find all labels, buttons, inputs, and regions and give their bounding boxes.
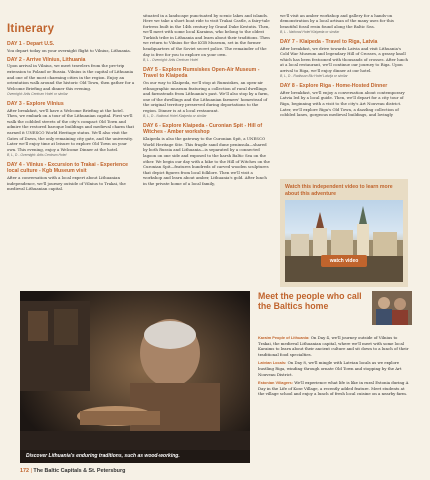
people-illustration	[372, 291, 412, 325]
city-skyline-illustration	[285, 200, 403, 282]
meet-item-name: Karaim People of Lithuania:	[258, 335, 310, 340]
itinerary-column-3	[280, 12, 408, 118]
video-thumbnail[interactable]	[285, 200, 403, 282]
meet-item-name: Latvian Locals:	[258, 360, 287, 366]
woodworker-photo	[20, 291, 250, 463]
meet-item-text: We'll experience what life is like in rural Estonia during A Day in the Life of Kose Village, a recently added feature. Meet students at the village school and enjoy a lunch of fresh local cuisine on a nearby farm.	[258, 380, 409, 397]
day-heading: DAY 5 - Explore Rumsiskes Open-Air Museum - Travel to Klaipeda	[143, 66, 260, 80]
video-promo-box	[280, 179, 408, 287]
day-text: we'll visit an amber workshop and gallery for a hands-on demonstration by a local artisan of the many uses for this beautiful fossil resin found along the Baltic Sea.	[280, 12, 394, 29]
day-note: B, L, D - Overnight: Artis Centrum Hotel	[7, 153, 67, 158]
meet-item-text: On Day 4, we'll journey outside of Vilnius to Trakai, the medieval Lithuanian capital, where we'll meet with some local Karaims to learn about their ancient culture and sit down to a lunch of their traditional food specialties.	[258, 335, 409, 357]
day-note: B, L, D - Radisson Blu Hotel Latvija or similar	[280, 74, 348, 79]
day-heading: DAY 8 - Explore Riga - Home-Hosted Dinner	[280, 82, 388, 89]
meet-body	[258, 335, 410, 400]
meet-the-people-section	[254, 291, 412, 463]
itinerary-column-1	[7, 38, 135, 192]
day-heading: DAY 6 - Explore Klaipeda - Curonian Spit - Hill of Witches - Amber workshop	[143, 122, 263, 136]
day-note: B, L - National Hotel Klaipeda or similar	[280, 30, 340, 35]
page-number: 172	[20, 468, 29, 474]
itinerary-column-2	[143, 12, 271, 187]
day-text: situated in a landscape punctuated by scenic lakes and islands. Here we take a short boat ride to visit Trakai Castle, a fairy-tale fortress built in the 14th century by Grand Duke Kestutis. Then, we'll meet with some local Karaims, who belong to the oldest Turkish tribe in Lithuania and learn about their traditions. Then we return to Vilnius for the KGB Museum, set in the former headquarters of the Soviet secret police. The remainder of the day is free for you to explore on your own.	[143, 12, 270, 57]
meet-item-text: On Day 8, we'll mingle with Latvian locals as we explore bustling Riga, winding through ornate Old Town and stopping by the Art Nouveau District.	[258, 360, 402, 377]
day-text: Klaipeda is also the gateway to the Curonian Spit, a UNESCO World Heritage Site. This fragile sand dune peninsula—shared by both Russia and Lithuania—is separated by a connected lagoon on one side and exposed to the harsh Baltic Sea on the other. We begin our day with a hike to the Hill of Witches on the Curonian Spit—features hundreds of carved wooden sculptures that depict figures from local folklore. Then we'll visit a workshop and learn about amber, Lithuania's gold. After lunch in the private home of a local family,	[143, 136, 270, 186]
day-heading: DAY 1 - Depart U.S.	[7, 41, 55, 47]
day-heading: DAY 7 - Klaipeda - Travel to Riga, Latvia	[280, 38, 378, 45]
page-footer	[20, 466, 420, 476]
woodworking-illustration	[20, 291, 250, 463]
day-note: Overnight: Artis Centrum Hotel or similar	[7, 92, 68, 97]
itinerary-heading: Itinerary	[7, 23, 55, 35]
photo-caption: Discover Lithuania's enduring traditions, such as wood-working.	[20, 450, 250, 463]
day-text: After breakfast, we'll have a Welcome Briefing at the hotel. Then, we embark on a tour of the Lithuanian capital. First we'll walk the cobbled streets of the city's compact Old Town and admire the restored baroque buildings and medieval charm that earned it UNESCO World Heritage status. We'll also visit the Gates of Dawn, the only remaining city gate, and the university. Later we'll enjoy time at leisure to explore Old Town on your own. This evening, enjoy a Welcome Dinner at the hotel.	[7, 107, 135, 152]
day-note: B, L - Overnight: Artis Centrum Hotel	[143, 58, 199, 63]
watch-video-button[interactable]: watch video	[321, 255, 367, 267]
video-caption: Watch this independent video to learn more about this adventure	[285, 184, 393, 197]
day-text: You depart today on your overnight flight to Vilnius, Lithuania.	[7, 47, 131, 53]
meet-item	[258, 380, 410, 397]
footer-separator: |	[30, 468, 32, 474]
day-heading: DAY 3 - Explore Vilnius	[7, 100, 64, 107]
day-text: After breakfast, we drive towards Latvia and visit Lithuania's Cold War Museum and legendary Hill of Crosses, a grassy knoll which has been festooned with thousands of crosses. After lunch at a local restaurant, we'll continue our journey to Riga. Upon arrival to Riga, we'll enjoy dinner at our hotel.	[280, 45, 409, 73]
meet-item	[258, 360, 410, 377]
meet-title: Meet the people who call the Baltics home	[258, 291, 362, 311]
meet-item	[258, 335, 410, 357]
day-heading: DAY 2 - Arrive Vilnius, Lithuania	[7, 56, 86, 63]
day-text: Upon arrival in Vilnius, we meet travelers from the pre-trip extension to Poland or Russia. Vilnius is the capital of Lithuania and one of the most charming cities in the region. Enjoy an orientation walk around the historic Old Town, then gather for a Welcome Briefing and dinner this evening.	[7, 63, 135, 91]
day-heading: DAY 4 - Vilnius - Excursion to Trakai - Experience local culture - Kgb Museum visit	[7, 161, 128, 175]
day-text: After breakfast, we'll enjoy a conversation about contemporary Latvia led by a local guide. Then, we'll depart for a city tour of Riga, beginning with a visit to the city's Art Nouveau district. Later, we'll explore Riga's Old Town, a dazzling collection of cobbled lanes, gorgeous medieval buildings, and lovingly	[280, 89, 405, 118]
day-text: On our way to Klaipeda, we'll stop at Rumsiskes, an open-air ethnographic museum featuring a collection of rural dwellings and farmsteads from Lithuania's past. We'll also stop by a farm, one of the dwellings and the Lithuanian farmers' homestead of the original territory preserved during deportations to the region. Dinner is at a local restaurant.	[143, 79, 269, 113]
tour-name: The Baltic Capitals & St. Petersburg	[33, 468, 126, 474]
day-note: B, L, D - National Hotel Klaipeda or similar	[143, 114, 207, 119]
day-text: After a conversation with a local expert about Lithuanian independence, we'll journey outside of Vilnius to Trakai, the medieval Lithuanian capital.	[7, 175, 126, 192]
meet-item-name: Estonian Villagers:	[258, 380, 293, 386]
people-photo	[372, 291, 412, 325]
